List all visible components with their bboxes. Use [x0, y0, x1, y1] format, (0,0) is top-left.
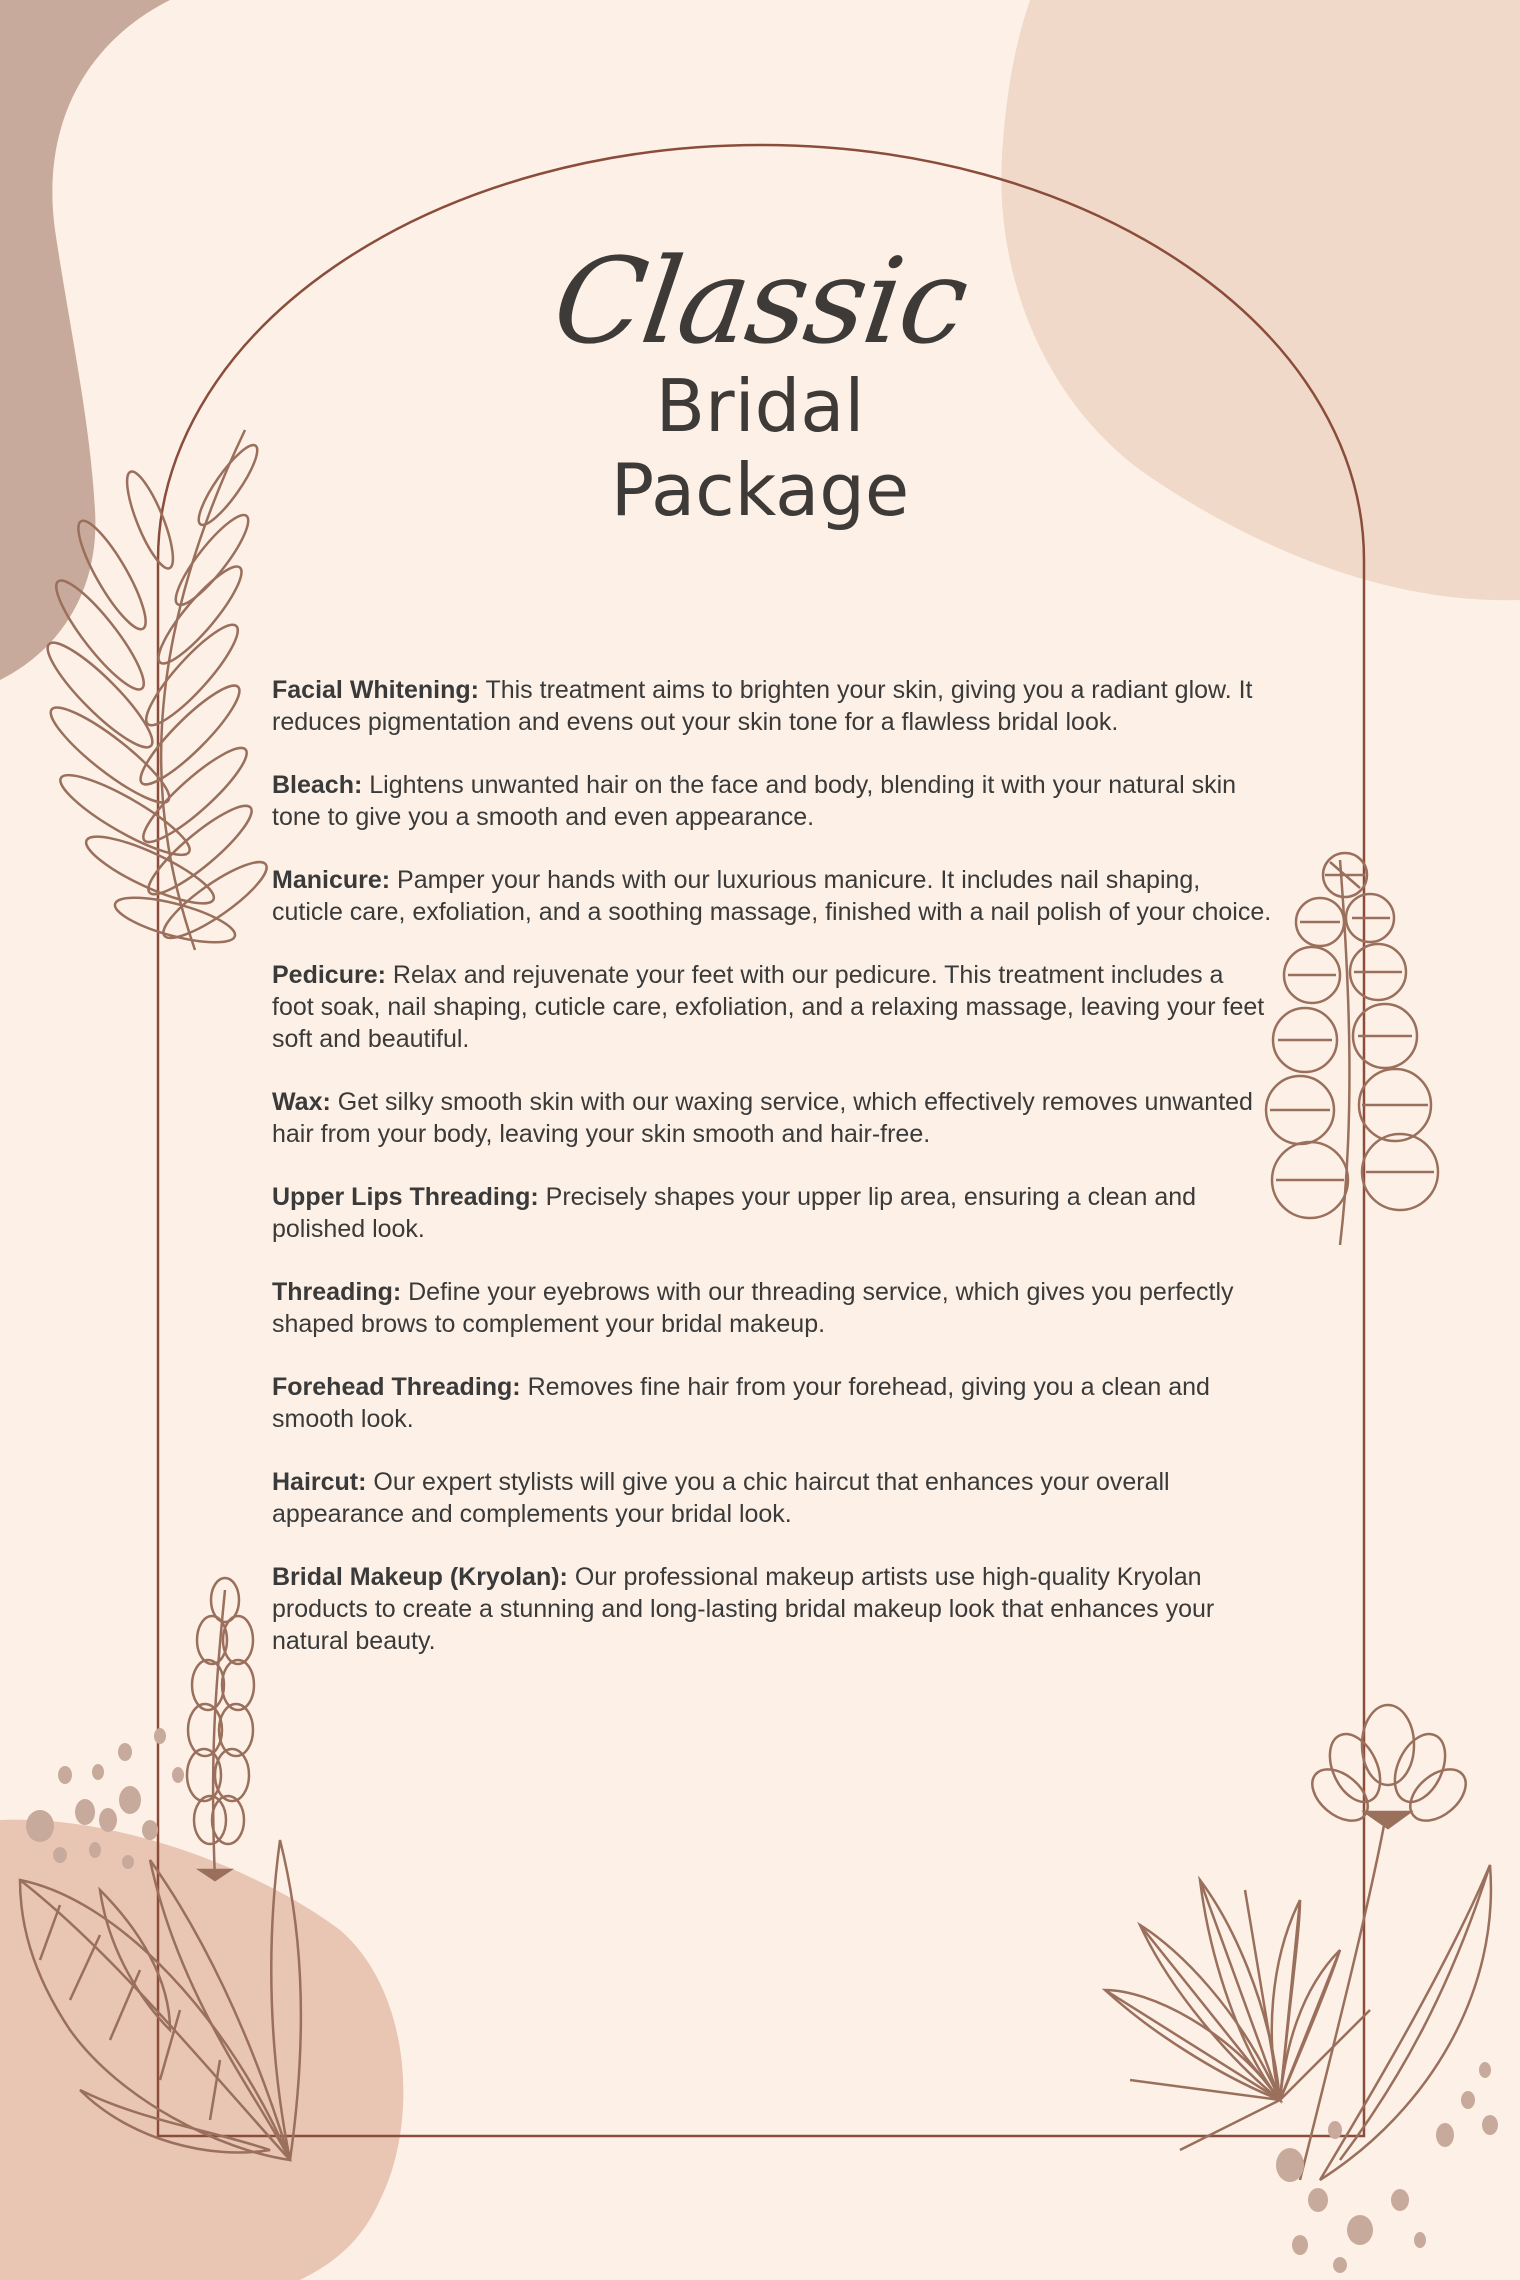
service-name: Threading:: [272, 1278, 402, 1306]
service-description: This treatment aims to brighten your skin, giving you a radiant glow. It reduces pigmentation and evens out your skin tone for a flawless bridal look.: [272, 676, 1253, 736]
service-item: [272, 1371, 1272, 1435]
service-item: [272, 1466, 1272, 1530]
service-description: Get silky smooth skin with our waxing service, which effectively removes unwanted hair from your body, leaving your skin smooth and hair-free.: [272, 1088, 1253, 1148]
service-name: Bleach:: [272, 771, 363, 799]
service-item: [272, 1561, 1272, 1657]
service-item: [272, 769, 1272, 833]
service-description: Removes fine hair from your forehead, giving you a clean and smooth look.: [272, 1373, 1210, 1433]
service-description: Our expert stylists will give you a chic haircut that enhances your overall appearance and complements your bridal look.: [272, 1468, 1170, 1528]
service-name: Bridal Makeup (Kryolan):: [272, 1563, 568, 1591]
service-name: Pedicure:: [272, 961, 386, 989]
eucalyptus-branch-icon: [1266, 853, 1438, 1245]
service-description: Pamper your hands with our luxurious manicure. It includes nail shaping, cuticle care, exfoliation, and a soothing massage, finished with a nail polish of your choice.: [272, 866, 1272, 926]
service-description: Our professional makeup artists use high-quality Kryolan products to create a stunning and long-lasting bridal makeup look that enhances your natural beauty.: [272, 1563, 1215, 1655]
service-name: Upper Lips Threading:: [272, 1183, 539, 1211]
title-line-package: Package: [610, 448, 910, 533]
service-description: Relax and rejuvenate your feet with our pedicure. This treatment includes a foot soak, nail shaping, cuticle care, exfoliation, and a relaxing massage, leaving your feet soft and beautiful.: [272, 961, 1265, 1053]
service-item: [272, 1086, 1272, 1150]
service-name: Facial Whitening:: [272, 676, 479, 704]
palm-leaves-and-flower-icon: [1105, 1705, 1491, 2180]
services-list: [272, 674, 1272, 1688]
bottom-left-blob: [0, 1820, 403, 2280]
service-description: Define your eyebrows with our threading service, which gives you perfectly shaped brows to complement your bridal makeup.: [272, 1278, 1234, 1338]
service-name: Wax:: [272, 1088, 331, 1116]
title-line-bridal: Bridal: [655, 363, 865, 448]
service-item: [272, 864, 1272, 928]
service-name: Forehead Threading:: [272, 1373, 521, 1401]
service-item: [272, 959, 1272, 1055]
title-script: Classic: [545, 232, 975, 370]
service-description: Lightens unwanted hair on the face and body, blending it with your natural skin tone to give you a smooth and even appearance.: [272, 771, 1237, 831]
service-item: [272, 1276, 1272, 1340]
title-block: [0, 232, 1520, 533]
service-item: [272, 1181, 1272, 1245]
service-name: Manicure:: [272, 866, 391, 894]
service-item: [272, 674, 1272, 738]
service-name: Haircut:: [272, 1468, 367, 1496]
service-description: Precisely shapes your upper lip area, ensuring a clean and polished look.: [272, 1183, 1197, 1243]
